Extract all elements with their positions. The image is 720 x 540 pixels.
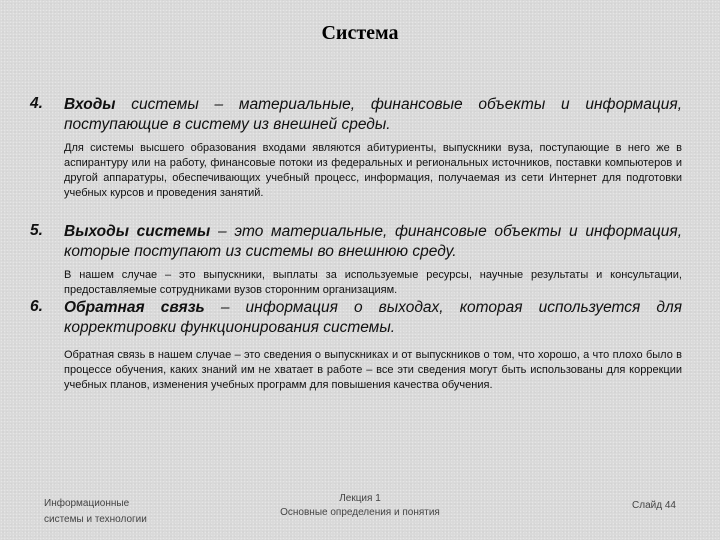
item-note: Обратная связь в нашем случае – это сведения о выпускниках и от выпускников о том, что хорошо, а что плохо было в процессе обучения, каких знаний им не хватает в работе – все эти сведения могут быть использованы для коррекции учебных планов, изменения учебных программ для повышения качества обучения. bbox=[64, 349, 682, 391]
footer-lecture bbox=[250, 492, 470, 520]
footer-lecture-line2: Основные определения и понятия bbox=[280, 507, 440, 518]
item-term: Обратная связь bbox=[64, 299, 205, 316]
item-lead-text: – информация о выходах, которая используется для корректировки функционирования системы. bbox=[64, 299, 682, 336]
item-number: 6. bbox=[30, 298, 43, 315]
item-lead bbox=[64, 298, 682, 338]
list-item bbox=[30, 95, 682, 201]
item-term: Входы bbox=[64, 96, 116, 113]
item-lead-text: системы – материальные, финансовые объекты и информация, поступающие в систему из внешней среды. bbox=[64, 96, 682, 133]
item-lead bbox=[64, 95, 682, 135]
footer-course-line2: системы и технологии bbox=[44, 514, 147, 525]
item-lead-text: – это материальные, финансовые объекты и информация, которые поступают из системы во внешнюю среду. bbox=[64, 223, 682, 260]
item-term: Выходы системы bbox=[64, 223, 211, 240]
slide-title: Система bbox=[321, 22, 399, 44]
list-item bbox=[30, 298, 682, 393]
footer-course-line1: Информационные bbox=[44, 498, 130, 509]
footer-course bbox=[44, 496, 184, 528]
footer-lecture-line1: Лекция 1 bbox=[339, 493, 381, 504]
item-note: Для системы высшего образования входами являются абитуриенты, выпускники вуза, поступающие в него же в аспирантуру или на работу, финансовые потоки из федеральных и региональных источников, поставки компьютеров и другой аппаратуры, обеспечивающих учебный процесс, информация, получаемая из сети Интернет для подготовки учебных курсов и проведения занятий. bbox=[64, 142, 682, 199]
item-note: В нашем случае – это выпускники, выплаты за используемые ресурсы, научные результаты и консультации, предоставляемые сотрудниками вузов сторонним организациям. bbox=[64, 269, 682, 296]
slide-footer bbox=[0, 490, 720, 540]
item-lead bbox=[64, 222, 682, 262]
footer-slide-number: Слайд 44 bbox=[632, 500, 676, 511]
list-item bbox=[30, 222, 682, 298]
item-number: 5. bbox=[30, 222, 43, 239]
item-number: 4. bbox=[30, 95, 43, 112]
